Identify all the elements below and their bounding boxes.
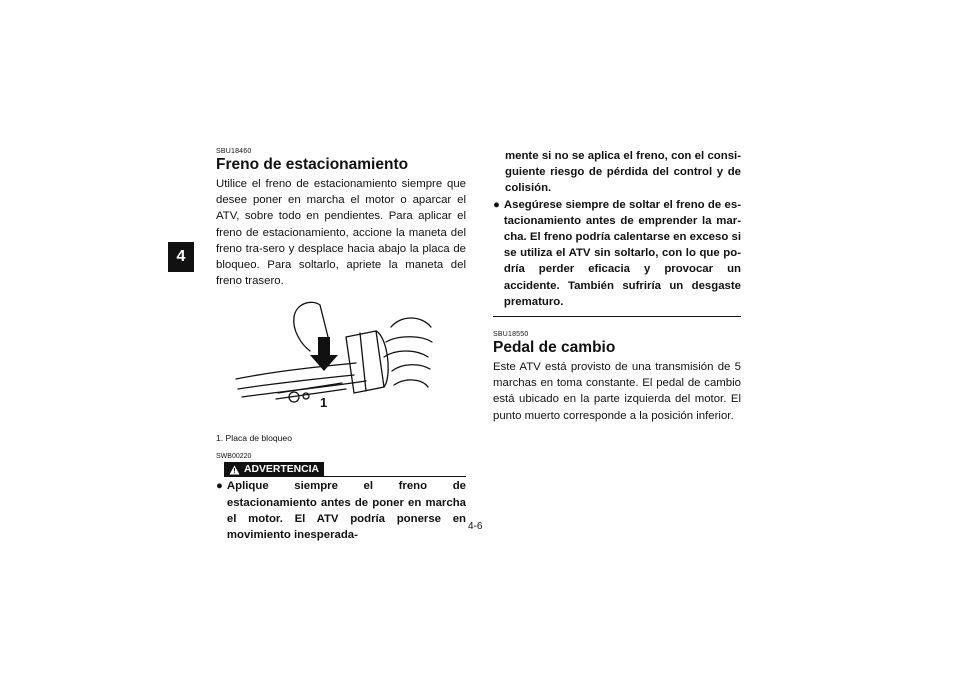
section-body: Este ATV está provisto de una transmisión de 5 marchas en toma constante. El pedal de cambio está ubicado en la parte izquierda del motor. El punto muerto corresponde a la posición inferior. [493, 361, 741, 422]
section-title: Pedal de cambio [493, 339, 616, 357]
warning-rule [324, 476, 466, 477]
section-body: Utilice el freno de estacionamiento siempre que desee poner en marcha el motor o aparcar el ATV, sobre todo en pendientes. Para aplicar el freno de estacionamiento, accione la maneta del freno tra-sero y desplace hacia abajo la placa de bloqueo. Para soltarlo, apriete la maneta del freno trasero. [216, 178, 466, 288]
warning-bullet-2 [493, 197, 741, 310]
warning-end-rule [493, 316, 741, 317]
bullet-icon: ● [216, 480, 223, 493]
chapter-tab: 4 [168, 242, 194, 272]
warning-bullet-1-continued: mente si no se aplica el freno, con el consi-guiente riesgo de pérdida del control y de colisión. [505, 150, 741, 195]
warning-label-box [224, 462, 324, 477]
section-title: Freno de estacionamiento [216, 156, 409, 173]
warning-header [216, 462, 466, 478]
warning-code: SWB00220 [216, 453, 252, 461]
section-code: SBU18550 [493, 331, 529, 339]
page-number: 4-6 [468, 521, 483, 532]
left-column [216, 148, 466, 543]
warning-bullet-1 [216, 478, 466, 543]
figure-caption: 1. Placa de bloqueo [216, 433, 292, 444]
right-column [493, 148, 741, 424]
handlebar-lever-drawing [216, 297, 466, 427]
bullet-icon: ● [493, 198, 500, 211]
section-code: SBU18460 [216, 148, 252, 155]
warning-bullet-1-text: Aplique siempre el freno de estacionamiento antes de poner en marcha el motor. El ATV podría ponerse en movimiento inesperada- [226, 480, 466, 542]
warning-bullet-2-text: Asegúrese siempre de soltar el freno de es-tacionamiento antes de emprender la mar-cha. El freno podría calentarse en exceso si se utiliza el ATV sin soltarlo, con lo que po-dría perder eficacia y provocar un accidente. También sufriría un desgaste prematuro. [503, 198, 741, 308]
warning-label: ADVERTENCIA [243, 464, 320, 476]
parking-brake-illustration [216, 297, 466, 427]
warning-triangle-icon [229, 465, 240, 475]
figure-callout-1: 1 [320, 395, 328, 411]
